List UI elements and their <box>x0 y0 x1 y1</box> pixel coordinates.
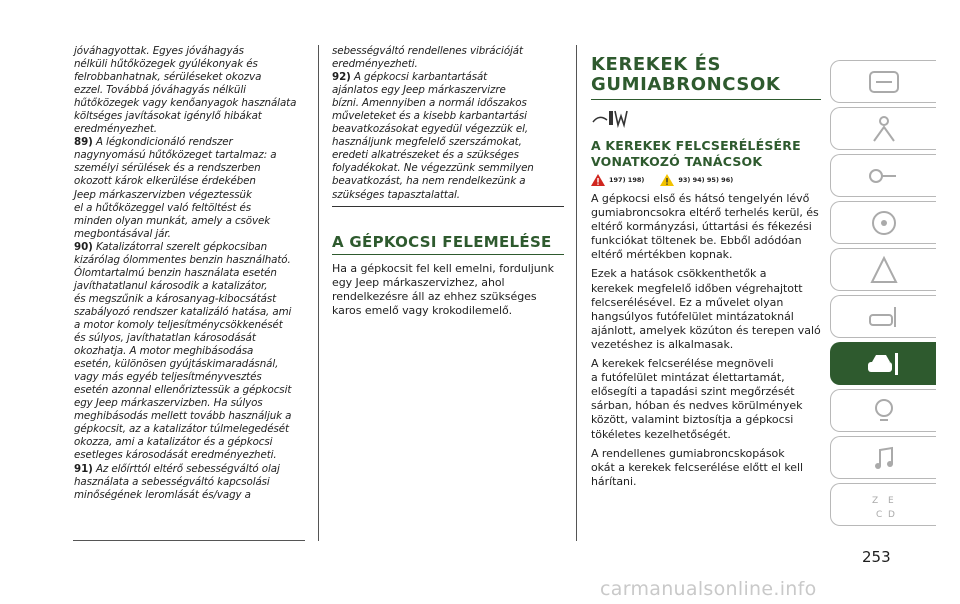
text-line-content: Az előírttól eltérő sebességváltó olaj <box>95 462 280 475</box>
body-line: között, valamint biztosítja a gépkocsi <box>591 413 794 427</box>
text-line-content: hűtőközegek vagy kenőanyagok használata <box>74 97 297 110</box>
notes-text-block <box>74 45 304 502</box>
text-line-content: és megszűnik a károsanyag-kibocsátást <box>74 292 277 305</box>
text-line <box>74 123 304 136</box>
text-line <box>332 45 564 58</box>
column-divider-2 <box>576 45 577 541</box>
chapter-tab[interactable] <box>830 107 936 150</box>
text-line <box>332 175 564 188</box>
text-line <box>332 84 564 97</box>
section-heading <box>591 55 821 100</box>
text-line-content: Jeep márkaszervizben végeztessük <box>74 188 252 201</box>
text-line-content: meghibásodás mellett tovább használjuk a <box>74 410 292 423</box>
text-line-content: beavatkozást, ha nem rendelkezünk a <box>332 175 526 188</box>
text-line-content: okozhatja. A motor meghibásodása <box>74 345 254 358</box>
chapter-tab[interactable] <box>830 295 936 338</box>
text-line-content: el a hűtőközeggel való feltöltést és <box>74 201 251 214</box>
body-line: hárítani. <box>591 474 637 488</box>
text-line-content: a motor komoly teljesítménycsökkenését <box>74 318 283 331</box>
paragraph <box>591 357 821 442</box>
tire-symbol-icon <box>591 108 821 132</box>
text-line <box>74 215 304 228</box>
car-wrench-icon <box>862 348 906 380</box>
chapter-tab[interactable] <box>830 201 936 244</box>
text-line <box>74 280 304 293</box>
section-heading-line-2: GUMIABRONCSOK <box>591 74 781 95</box>
body-line: tökéletes kezelhetőségét. <box>591 427 731 441</box>
caution-refs: 93) 94) 95) 96) <box>678 176 734 184</box>
text-line <box>74 371 304 384</box>
text-line-content: minden olyan munkát, amely a csövek <box>74 214 271 227</box>
music-note-icon <box>862 442 906 474</box>
warning-triangle-icon <box>591 174 605 186</box>
note-number: 91) <box>74 462 93 475</box>
body-line: eltérő kormányzási, úttartási és fékezési <box>591 220 812 234</box>
text-line-content: szükséges tapasztalattal. <box>332 188 460 201</box>
text-line <box>74 45 304 58</box>
page-number: 253 <box>862 548 891 566</box>
text-line <box>74 136 304 149</box>
paragraph <box>591 267 821 352</box>
chapter-tab[interactable] <box>830 483 936 526</box>
text-line-content: jóváhagyottak. Egyes jóváhagyás <box>74 45 244 57</box>
body-line: kerekek megfelelő időben végrehajtott <box>591 281 803 295</box>
svg-text:D: D <box>887 509 895 520</box>
reference-row <box>591 174 821 186</box>
dashboard-car-icon <box>862 66 906 98</box>
text-line-content: ajánlatos egy Jeep márkaszervizre <box>332 84 506 97</box>
watermark: carmanualsonline.info <box>600 578 817 600</box>
text-line <box>332 123 564 136</box>
text-line-content: javíthatatlanul károsodik a katalizátor, <box>74 279 268 292</box>
tire-rotation-body <box>591 192 821 489</box>
alphabet-icon <box>862 489 906 521</box>
body-line: gumiabroncsokra eltérő terhelés kerül, és <box>591 206 819 220</box>
paragraph <box>591 192 821 262</box>
text-line-content: személyi sérülések és a rendszerben <box>74 162 261 175</box>
text-line-content: eredeti alkatrészeket és a szükséges <box>332 149 519 162</box>
text-line-content: beavatkozásokat egyedül végezzük el, <box>332 123 529 136</box>
body-line: Ezek a hatások csökkenthetők a <box>591 267 767 281</box>
text-line <box>74 345 304 358</box>
text-line-content: esetén azonnal ellenőriztessük a gépkocsit <box>74 384 292 397</box>
column-divider-1 <box>318 45 319 541</box>
note-number: 90) <box>74 240 93 253</box>
warning-refs: 197) 198) <box>609 176 645 184</box>
text-line-content: használjunk megfelelő szerszámokat, <box>332 136 522 149</box>
text-line <box>74 319 304 332</box>
body-line: okát a kerekek felcserélése előtt el kell <box>591 460 804 474</box>
body-line: eltérő mértékben kopnak. <box>591 248 733 262</box>
text-line-content: nélküli hűtőközegek gyúlékonyak és <box>74 58 258 71</box>
text-line <box>332 71 564 84</box>
text-line-content: használata a sebességváltó kapcsolási <box>74 475 270 488</box>
body-line: egy Jeep márkaszervizhez, ahol <box>332 275 505 289</box>
text-line-content: vagy más egyéb teljesítményvesztés <box>74 371 262 384</box>
lifting-body <box>332 262 564 318</box>
tools-car-icon <box>862 301 906 333</box>
text-line <box>74 306 304 319</box>
safety-belt-icon <box>862 113 906 145</box>
body-line: karos emelő vagy krokodilemelő. <box>332 303 513 317</box>
text-line <box>74 254 304 267</box>
text-line-content: Katalizátorral szerelt gépkocsiban <box>95 240 268 253</box>
note-number: 92) <box>332 71 351 84</box>
body-line: felcserélésével. Ez a művelet olyan <box>591 295 784 309</box>
notes-text-block-2 <box>332 45 564 202</box>
text-line <box>74 358 304 371</box>
text-line-content: minőségének leromlását és/vagy a <box>74 488 251 501</box>
text-line-content: eredményezheti. <box>332 58 418 71</box>
body-line: ajánlott, amelyek közúton és terepen való <box>591 323 821 337</box>
text-line-content: A gépkocsi karbantartását <box>353 71 488 84</box>
text-line <box>74 71 304 84</box>
column-1 <box>74 45 304 502</box>
text-line <box>74 162 304 175</box>
text-line <box>332 149 564 162</box>
note-number: 89) <box>74 136 93 149</box>
body-line: funkciókat töltenek be. Ebből adódóan <box>591 234 802 248</box>
text-line <box>74 149 304 162</box>
car-key-icon <box>862 160 906 192</box>
text-line <box>74 175 304 188</box>
notes-end-rule <box>332 206 564 207</box>
text-line <box>74 332 304 345</box>
chapter-tab[interactable] <box>830 60 936 103</box>
text-line <box>74 476 304 489</box>
text-line-content: és súlyos, javíthatatlan károsodását <box>74 332 256 345</box>
steering-wheel-icon <box>862 207 906 239</box>
text-line <box>74 202 304 215</box>
text-line-content: ezzel. Továbbá jóváhagyás nélküli <box>74 84 246 97</box>
text-line <box>74 84 304 97</box>
text-line-content: megbontásával jár. <box>74 227 171 240</box>
body-line: hangsúlyos futófelület mintázatoknál <box>591 309 794 323</box>
svg-text:Z: Z <box>871 495 878 506</box>
text-line <box>74 293 304 306</box>
body-line: Ha a gépkocsit fel kell emelni, forduljunk <box>332 261 554 275</box>
text-line-content: Ólomtartalmú benzin használata esetén <box>74 266 277 279</box>
text-line-content: felrobbanhatnak, sérüléseket okozva <box>74 71 262 84</box>
paragraph <box>591 447 821 489</box>
subheading-line-1: A KEREKEK FELCSERÉLÉSÉRE <box>591 138 801 153</box>
body-line: a futófelület mintázat élettartamát, <box>591 371 785 385</box>
chapter-tab[interactable] <box>830 154 936 197</box>
body-line: elősegíti a tapadási szint megőrzését <box>591 385 795 399</box>
text-line-content: eredményezhet. <box>74 123 157 136</box>
column-1-bottom-rule <box>73 540 305 541</box>
body-line: sárban, hóban és nedves körülmények <box>591 399 803 413</box>
text-line-content: A légkondicionáló rendszer <box>95 136 233 149</box>
text-line <box>74 58 304 71</box>
text-line <box>332 162 564 175</box>
text-line <box>74 397 304 410</box>
text-line <box>74 384 304 397</box>
subheading-line-2: VONATKOZÓ TANÁCSOK <box>591 154 763 169</box>
text-line <box>74 449 304 462</box>
text-line-content: folyadékokat. Ne végezzünk semmilyen <box>332 162 534 175</box>
chapter-tab[interactable] <box>830 436 936 479</box>
text-line <box>74 228 304 241</box>
body-line: rendelkezésre áll az ehhez szükséges <box>332 289 537 303</box>
bulb-icon <box>862 395 906 427</box>
column-3 <box>591 55 821 494</box>
text-line <box>332 189 564 202</box>
text-line <box>332 136 564 149</box>
text-line-content: műveleteket és a kisebb karbantartási <box>332 110 527 123</box>
text-line-content: sebességváltó rendellenes vibrációját <box>332 45 523 57</box>
text-line-content: okozza, ami a katalizátor és a gépkocsi <box>74 436 273 449</box>
text-line <box>74 110 304 123</box>
text-line <box>74 189 304 202</box>
text-line <box>74 463 304 476</box>
text-line-content: költséges javításokat igénylő hibákat <box>74 110 262 123</box>
text-line-content: bízni. Amennyiben a normál időszakos <box>332 97 527 110</box>
chapter-tab[interactable] <box>830 389 936 432</box>
text-line <box>332 58 564 71</box>
text-line <box>74 241 304 254</box>
text-line <box>332 110 564 123</box>
text-line-content: kizárólag ólommentes benzin használható. <box>74 253 291 266</box>
text-line <box>74 410 304 423</box>
warning-triangle-icon <box>862 254 906 286</box>
lifting-heading: A GÉPKOCSI FELEMELÉSE <box>332 233 564 255</box>
text-line-content: szabályozó rendszer katalizáló hatása, ami <box>74 305 292 318</box>
text-line-content: gépkocsit, az a katalizátor túlmelegedését <box>74 423 289 436</box>
text-line <box>332 97 564 110</box>
text-line-content: nagynyomású hűtőközeget tartalmaz: a <box>74 149 277 162</box>
chapter-tabs <box>830 60 936 530</box>
text-line <box>74 97 304 110</box>
text-line-content: okozott károk elkerülése érdekében <box>74 175 256 188</box>
body-line: A rendellenes gumiabroncskopások <box>591 446 785 460</box>
subheading <box>591 138 821 170</box>
section-heading-line-1: KEREKEK ÉS <box>591 54 722 75</box>
text-line <box>74 489 304 502</box>
text-line-content: esetleges károsodását eredményezheti. <box>74 449 277 462</box>
text-line-content: esetén, különösen gyújtáskimaradásnál, <box>74 358 279 371</box>
text-line <box>74 436 304 449</box>
body-line: vezetéshez is alkalmasak. <box>591 337 734 351</box>
text-line <box>74 423 304 436</box>
column-2 <box>332 45 564 318</box>
svg-text:C: C <box>875 509 882 520</box>
body-line: A gépkocsi első és hátsó tengelyén lévő <box>591 192 810 205</box>
chapter-tab[interactable] <box>830 342 936 385</box>
body-line: A kerekek felcserélése megnöveli <box>591 357 774 371</box>
caution-triangle-icon <box>660 174 674 186</box>
text-line <box>74 267 304 280</box>
chapter-tab[interactable] <box>830 248 936 291</box>
text-line-content: egy Jeep márkaszervizben. Ha súlyos <box>74 397 263 410</box>
svg-text:E: E <box>887 495 894 506</box>
